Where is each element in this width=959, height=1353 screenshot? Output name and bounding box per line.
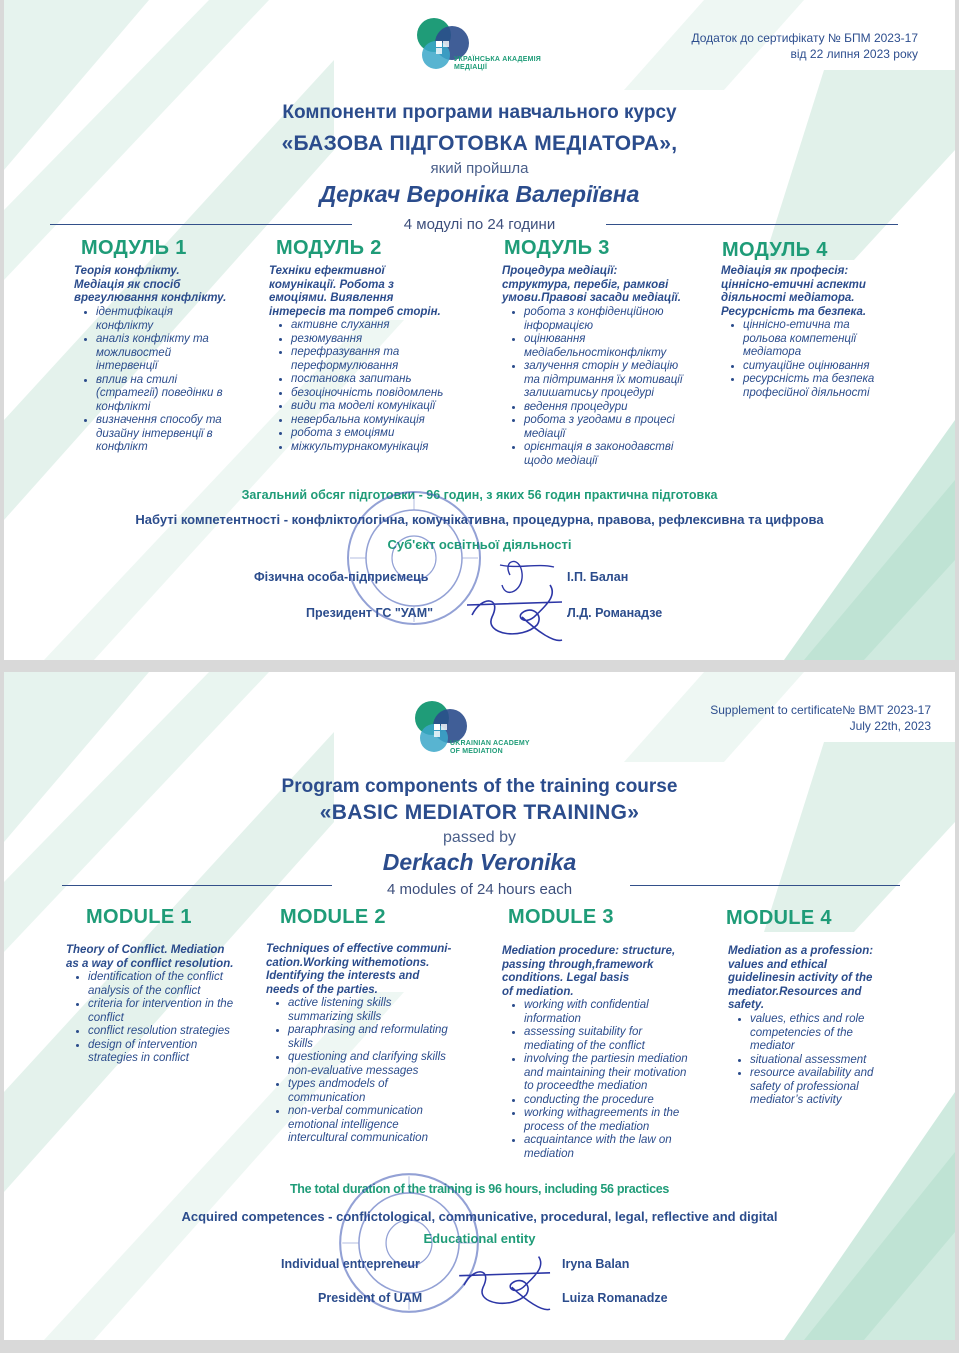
module-2-topics: [266, 997, 518, 1146]
educational-entity-label: Суб'єкт освітньої діяльності: [387, 537, 572, 552]
signer-2-name: Luiza Romanadze: [562, 1291, 668, 1305]
list-item: • резюмування: [291, 333, 511, 347]
list-item: • values, ethics and role competencies of the mediator: [750, 1013, 945, 1054]
course-title: «БАЗОВА ПІДГОТОВКА МЕДІАТОРА»,: [281, 132, 678, 155]
list-item: • questioning and clarifying skills non-evaluative messages: [288, 1051, 518, 1078]
signature-icon: [450, 1247, 564, 1335]
list-item: • ведення процедури: [524, 401, 739, 415]
list-item: • міжкультурнакомунікація: [291, 441, 511, 455]
list-item: • робота з емоціями: [291, 427, 511, 441]
list-item: • активне слухання: [291, 319, 511, 333]
course-title: «BASIC MEDIATOR TRAINING»: [319, 801, 640, 824]
signer-1-name: Iryna Balan: [562, 1257, 630, 1271]
list-item: • resource availability and safety of professional mediator’s activity: [750, 1067, 945, 1108]
modules-summary: 4 модулі по 24 години: [403, 216, 556, 233]
title-line-1: Компоненти програми навчального курсу: [282, 102, 677, 123]
passed-by-label: passed by: [443, 829, 516, 846]
title-line-1: Program components of the training course: [281, 776, 678, 797]
module-4-title: Медіація як професія: ціннісно-етичні аспекти діяльності медіатора. Ресурсність та безпека.: [721, 265, 867, 318]
list-item: • безоціночність повідомлень: [291, 387, 511, 401]
module-2-title: Техніки ефективної комунікації. Робота з емоціями. Виявлення інтересів та потреб сторін.: [269, 265, 441, 318]
list-item: • визначення способу та дизайну інтервенції в конфлікт: [96, 414, 286, 455]
module-3-topics: [502, 999, 744, 1161]
signer-1-name: І.П. Балан: [567, 570, 629, 584]
list-item: • ресурсність та безпека професійної діяльності: [743, 373, 943, 400]
module-2-heading: МОДУЛЬ 2: [276, 237, 382, 259]
module-4-topics: [721, 319, 943, 400]
supplement-reference: Supplement to certificate№ BMT 2023-17 July 22th, 2023: [710, 703, 931, 733]
module-1-topics: [74, 306, 286, 455]
module-2-heading: MODULE 2: [280, 906, 386, 928]
module-1-topics: [66, 971, 288, 1066]
module-3-topics: [502, 306, 739, 468]
module-3-title: Процедура медіації: структура, перебіг, рамкові умови.Правові засади медіації.: [502, 265, 681, 304]
list-item: • non-verbal communication emotional intelligence intercultural communication: [288, 1105, 518, 1146]
signer-2-name: Л.Д. Романадзе: [567, 606, 663, 620]
passed-by-label: який пройшла: [430, 160, 529, 177]
list-item: • types andmodels of communication: [288, 1078, 518, 1105]
educational-entity-label: Educational entity: [423, 1231, 536, 1246]
logo-text: УКРАЇНСЬКА АКАДЕМІЯ МЕДІАЦІЇ: [454, 56, 541, 71]
list-item: • criteria for intervention in the conflict: [88, 998, 288, 1025]
module-4-topics: [728, 1013, 945, 1108]
total-duration: The total duration of the training is 96 hours, including 56 practices: [289, 1182, 670, 1196]
logo-text: UKRAINIAN ACADEMY OF MEDIATION: [450, 740, 530, 755]
module-4-title: Mediation as a profession: values and ethical guidelinesin activity of the mediator.Resources and safety.: [728, 945, 874, 1011]
list-item: • види та моделі комунікації: [291, 400, 511, 414]
module-1-title: Теорія конфлікту. Медіація як спосіб врегулювання конфлікту.: [74, 265, 227, 304]
signer-1-role: Фізична особа-підприємець: [254, 570, 429, 584]
module-3-heading: MODULE 3: [508, 906, 614, 928]
acquired-competences: Набуті компетентності - конфліктологічна, комунікативна, процедурна, правова, рефлексивна та цифрова: [135, 512, 824, 527]
module-2-title: Techniques of effective communi- cation.Working withemotions. Identifying the interests and needs of the parties.: [266, 943, 452, 996]
list-item: • conducting the procedure: [524, 1094, 744, 1108]
list-item: • робота з конфіденційною інформацією: [524, 306, 739, 333]
module-2-topics: [269, 319, 511, 454]
signer-2-role: President of UAM: [318, 1291, 423, 1305]
module-4-heading: МОДУЛЬ 4: [722, 239, 828, 261]
list-item: • орієнтація в законодавстві щодо медіації: [524, 441, 739, 468]
list-item: • paraphrasing and reformulating skills: [288, 1024, 518, 1051]
list-item: • невербальна комунікація: [291, 414, 511, 428]
list-item: • assessing suitability for mediating of the conflict: [524, 1026, 744, 1053]
participant-name: Деркач Вероніка Валеріївна: [319, 181, 640, 207]
list-item: • вплив на стилі (стратегії) поведінки в конфлікті: [96, 374, 286, 415]
modules-summary: 4 modules of 24 hours each: [386, 881, 573, 898]
signer-2-role: Президент ГС "УАМ": [306, 606, 434, 620]
certificate-supplement-ukrainian: [4, 0, 955, 660]
list-item: • design of intervention strategies in conflict: [88, 1039, 288, 1066]
list-item: • робота з угодами в процесі медіації: [524, 414, 739, 441]
signature-icon: [462, 555, 572, 647]
list-item: • постановка запитань: [291, 373, 511, 387]
participant-name: Derkach Veronika: [382, 849, 577, 875]
list-item: • ситуаційне оцінювання: [743, 360, 943, 374]
module-3-heading: МОДУЛЬ 3: [504, 237, 610, 259]
module-4-heading: MODULE 4: [726, 907, 832, 929]
module-1-heading: МОДУЛЬ 1: [81, 237, 187, 259]
list-item: • перефразування та переформулювання: [291, 346, 511, 373]
list-item: • залучення сторін у медіацію та підтримання їх мотивації залишатисьу процедурі: [524, 360, 739, 401]
list-item: • acquaintance with the law on mediation: [524, 1134, 744, 1161]
list-item: • identification of the conflict analysis of the conflict: [88, 971, 288, 998]
module-1-heading: MODULE 1: [86, 906, 192, 928]
total-duration: Загальний обсяг підготовки - 96 годин, з яких 56 годин практична підготовка: [241, 488, 718, 502]
list-item: • working with confidential information: [524, 999, 744, 1026]
module-1-title: Theory of Conflict. Mediation as a way of conflict resolution.: [66, 944, 234, 970]
module-3-title: Mediation procedure: structure, passing through,framework conditions. Legal basis of mediation.: [502, 945, 676, 998]
list-item: • оцінювання медіабельностіконфлікту: [524, 333, 739, 360]
signer-1-role: Individual entrepreneur: [281, 1257, 420, 1271]
acquired-competences: Acquired competences - conflictological, communicative, procedural, legal, reflective and digital: [181, 1209, 778, 1224]
list-item: • working withagreements in the process of the mediation: [524, 1107, 744, 1134]
list-item: • ідентифікація конфлікту: [96, 306, 286, 333]
list-item: • active listening skills summarizing skills: [288, 997, 518, 1024]
list-item: • involving the partiesin mediation and maintaining their motivation to proceedthe mediation: [524, 1053, 744, 1094]
supplement-reference: Додаток до сертифікату № БПМ 2023-17 від 22 липня 2023 року: [691, 31, 918, 61]
list-item: • situational assessment: [750, 1054, 945, 1068]
certificate-supplement-english: [4, 672, 955, 1340]
list-item: • аналіз конфлікту та можливостей інтервенції: [96, 333, 286, 374]
list-item: • ціннісно-етична та рольова компетенції медіатора: [743, 319, 943, 360]
list-item: • conflict resolution strategies: [88, 1025, 288, 1039]
